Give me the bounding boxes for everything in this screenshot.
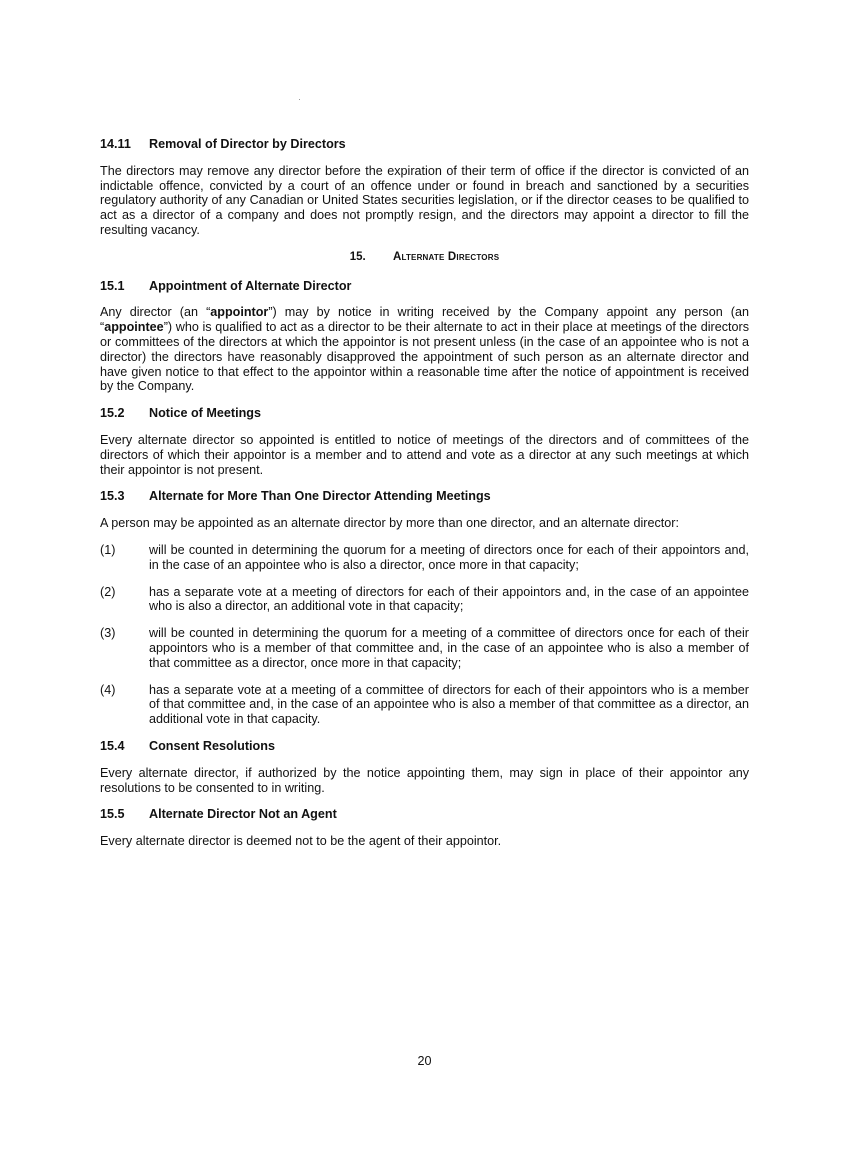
part-number: 15. <box>349 250 366 263</box>
part-heading-15 <box>100 250 749 265</box>
list-item-text: will be counted in determining the quorum for a meeting of directors once for each of their appointors and, in the case of an appointee who is also a director, once more in that capacity; <box>149 542 749 572</box>
section-heading-15-1 <box>100 279 749 294</box>
section-body-14-11: The directors may remove any director before the expiration of their term of office if the director is convicted of an indictable offence, convicted by a court of an offence under or found in breach and sanctioned by a securities regulatory authority of any Canadian or United States securities legislation, or if the director ceases to be qualified to act as a director of a company and does not promptly resign, and the directors may appoint a director to fill the resulting vacancy. <box>100 163 749 237</box>
section-body-15-4: Every alternate director, if authorized by the notice appointing them, may sign in place of their appointor any resolutions to be consented to in writing. <box>100 765 749 795</box>
section-title: Appointment of Alternate Director <box>149 278 352 293</box>
list-item-text: has a separate vote at a meeting of directors for each of their appointors and, in the case of an appointee who is also a director, an additional vote in that capacity; <box>149 584 749 614</box>
list-item <box>100 683 749 727</box>
page-content <box>100 137 749 861</box>
section-title: Removal of Director by Directors <box>149 137 346 151</box>
section-number: 14.11 <box>100 137 131 151</box>
part-title: Alternate Directors <box>392 250 500 263</box>
defined-term-appointor: appointor <box>210 305 269 320</box>
section-title: Alternate Director Not an Agent <box>149 807 337 822</box>
section-number: 15.2 <box>100 406 125 421</box>
list-item-number: (2) <box>100 584 116 599</box>
section-body-15-2: Every alternate director so appointed is entitled to notice of meetings of the directors and of committees of the directors of which their appointor is a member and to attend and vote as a director at any such meetings at which their appointor is not present. <box>100 432 749 477</box>
section-title: Notice of Meetings <box>149 406 261 421</box>
section-body-15-5: Every alternate director is deemed not to be the agent of their appointor. <box>100 834 502 849</box>
section-number: 15.5 <box>100 807 125 822</box>
body-text: ”) who is qualified to act as a director to be their alternate to act in their place at meetings of the directors or committees of the directors at which the appointor is not present unless (in the case of an appointee who is not a director) the directors have reasonably disapproved the appointment of such person as an alternate director and have given notice to that effect to the appointor within a reasonable time after the notice of appointment is received by the Company. <box>100 320 749 394</box>
list-item-number: (1) <box>100 542 116 557</box>
list-item <box>100 626 749 670</box>
section-number: 15.3 <box>100 489 125 504</box>
section-intro-15-3: A person may be appointed as an alternate director by more than one director, and an alternate director: <box>100 516 679 531</box>
section-body-15-1 <box>100 305 749 394</box>
section-heading-15-2 <box>100 406 749 421</box>
list-item <box>100 585 749 615</box>
list-item-number: (3) <box>100 626 116 641</box>
section-heading-15-3 <box>100 489 749 504</box>
section-heading-14-11 <box>100 137 749 152</box>
section-title: Consent Resolutions <box>149 738 275 753</box>
section-number: 15.1 <box>100 278 125 293</box>
list-item-text: has a separate vote at a meeting of a committee of directors for each of their appointors who is a member of that committee and, in the case of an appointee who is also a member of that committee as a director, an additional vote in that capacity. <box>149 682 749 727</box>
section-title: Alternate for More Than One Director Attending Meetings <box>149 489 491 504</box>
page-number: 20 <box>417 1054 432 1068</box>
list-item-number: (4) <box>100 682 116 697</box>
scan-mark <box>299 99 300 100</box>
body-text: ”) may by notice in writing received by the Company appoint any person (an “ <box>100 305 749 335</box>
list-item-text: will be counted in determining the quorum for a meeting of a committee of directors once for each of their appointors who is a member of that committee and, in the case of an appointee who is also a member of that committee as a director, once more in that capacity; <box>149 626 749 670</box>
defined-term-appointee: appointee <box>104 320 164 335</box>
section-heading-15-5 <box>100 807 749 822</box>
body-text: Any director (an “ <box>100 305 211 320</box>
section-heading-15-4 <box>100 739 749 754</box>
list-item <box>100 543 749 573</box>
section-number: 15.4 <box>100 738 125 753</box>
